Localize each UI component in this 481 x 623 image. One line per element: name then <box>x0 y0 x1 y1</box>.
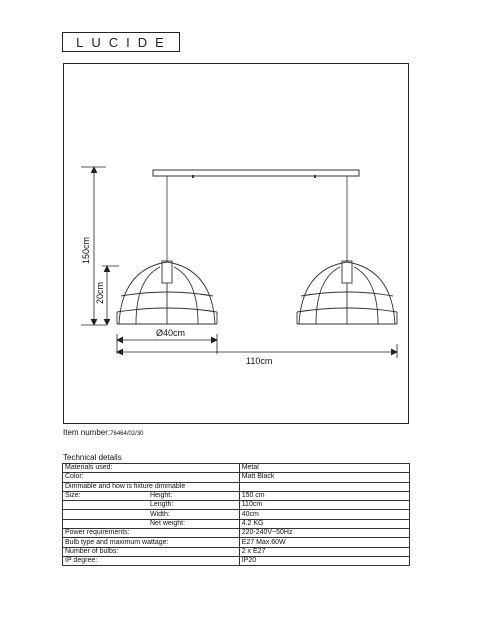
table-row <box>63 482 410 491</box>
spec-value: 40cm <box>239 510 409 519</box>
spec-label-cell <box>63 482 240 491</box>
table-row <box>63 547 410 556</box>
spec-value: Matt Black <box>239 473 409 482</box>
spec-label-cell <box>63 529 240 538</box>
spec-label: Size: <box>65 492 81 500</box>
table-row <box>63 556 410 565</box>
spec-label-cell <box>63 547 240 556</box>
technical-details-title: Technical details <box>63 453 122 462</box>
spec-sub-label: Height: <box>150 492 173 500</box>
spec-label-cell <box>63 464 240 473</box>
table-row <box>63 464 410 473</box>
table-row <box>63 491 410 500</box>
spec-value: 220-240V~50Hz <box>239 529 409 538</box>
spec-value: Metal <box>239 464 409 473</box>
spec-label-cell <box>63 556 240 565</box>
spec-label: Power requirements: <box>65 529 130 537</box>
item-number <box>63 428 144 437</box>
technical-details-table <box>62 463 410 566</box>
table-row <box>63 529 410 538</box>
table-row <box>63 538 410 547</box>
ceiling-bar <box>153 170 359 176</box>
spec-label-cell <box>63 473 240 482</box>
table-row <box>63 519 410 528</box>
shade-left <box>117 261 217 324</box>
pendant-lamp-drawing <box>64 64 410 425</box>
spec-label-cell <box>63 510 240 519</box>
table-row <box>63 473 410 482</box>
spec-value: 150 cm <box>239 491 409 500</box>
table-row <box>63 501 410 510</box>
spec-label: Color: <box>65 473 84 481</box>
shade-right <box>297 261 397 324</box>
spec-sub-label: Net weight: <box>150 519 186 527</box>
spec-value <box>239 482 409 491</box>
spec-label: Bulb type and maximum wattage: <box>65 538 169 546</box>
spec-label-cell <box>63 491 240 500</box>
length-label: 110cm <box>246 356 273 366</box>
diameter-label: Ø40cm <box>156 328 186 338</box>
spec-sub-label: Width: <box>150 510 170 518</box>
spec-label: Materials used: <box>65 464 113 472</box>
shade-height-label: 20cm <box>95 281 105 304</box>
spec-label-cell <box>63 519 240 528</box>
height-label: 150cm <box>81 236 91 264</box>
spec-label-cell <box>63 538 240 547</box>
spec-sub-label: Length: <box>150 501 174 509</box>
item-number-value: 76464/02/30 <box>110 431 144 437</box>
spec-value: E27 Max.60W <box>239 538 409 547</box>
spec-value: 2 x E27 <box>239 547 409 556</box>
technical-drawing <box>63 63 409 424</box>
spec-label: Dimmable and how is fixture dimmable <box>65 482 186 490</box>
spec-value: 4.2 KG <box>239 519 409 528</box>
spec-label-cell <box>63 501 240 510</box>
item-number-label: Item number: <box>63 428 111 437</box>
lucide-logo: LUCIDE <box>62 32 180 52</box>
spec-value: 110cm <box>239 501 409 510</box>
spec-label: IP degree: <box>65 557 98 565</box>
spec-label: Number of bulbs: <box>65 547 119 555</box>
table-row <box>63 510 410 519</box>
spec-value: IP20 <box>239 556 409 565</box>
